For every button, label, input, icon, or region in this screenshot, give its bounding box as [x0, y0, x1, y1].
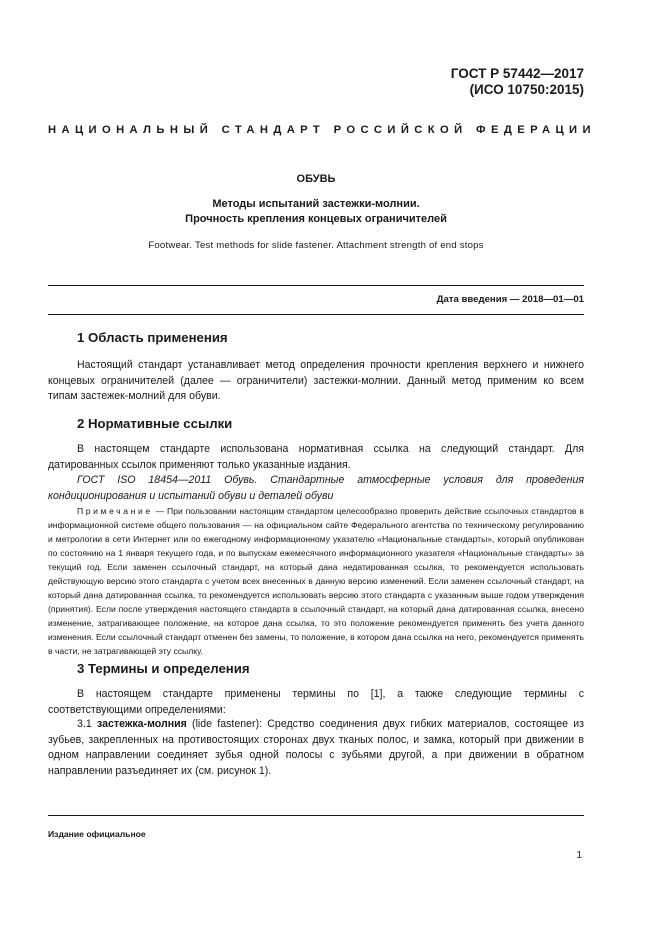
official-edition-label: Издание официальное	[48, 829, 146, 839]
note-block	[48, 504, 584, 658]
subtitle-line-2: Прочность крепления концевых ограничителей	[185, 213, 447, 225]
document-subtitle	[48, 197, 584, 227]
section-2-heading: 2 Нормативные ссылки	[77, 416, 233, 431]
subtitle-line-1: Методы испытаний застежки-молнии.	[212, 198, 420, 210]
term-definition	[48, 717, 584, 779]
term-name: застежка-молния	[96, 718, 187, 730]
divider-bottom	[48, 314, 584, 315]
note-text: — При пользовании настоящим стандартом целесообразно проверить действие ссылочных стандартов в информационной системе общего пользования — на официальном сайте Федерального агентства по техническому регулированию и метрологии в сети Интернет или по ежегодному информационному указателю «Национальные стандарты», который опубликован по состоянию на 1 января текущего года, и по выпускам ежемесячного информационного указателя «Национальные стандарты» за текущий год. Если заменен ссылочный стандарт, на который дана недатированная ссылка, то рекомендуется использовать действующую версию этого стандарта с учетом всех внесенных в данную версию изменений. Если заменен ссылочный стандарт, на который дана датированная ссылка, то рекомендуется использовать версию этого стандарта с указанным выше годом утверждения (принятия). Если после утверждения настоящего стандарта в ссылочный стандарт, на который дана датированная ссылка, внесено изменение, затрагивающее положение, на которое дана ссылка, то это положение рекомендуется применять без учета данного изменения. Если ссылочный стандарт отменен без замены, то положение, в котором дана ссылка на него, рекомендуется применять в части, не затрагивающей эту ссылку.	[48, 506, 584, 656]
iso-code: (ИСО 10750:2015)	[469, 82, 584, 97]
note-label: Примечание	[77, 506, 153, 516]
document-title: ОБУВЬ	[296, 173, 336, 185]
effective-date: Дата введения — 2018—01—01	[436, 294, 584, 305]
national-standard-banner: НАЦИОНАЛЬНЫЙ СТАНДАРТ РОССИЙСКОЙ ФЕДЕРАЦИИ	[48, 124, 596, 136]
section-3-text: В настоящем стандарте применены термины по [1], а также следующие термины с соответствующими определениями:	[48, 688, 584, 716]
divider-top	[48, 285, 584, 286]
page-number: 1	[576, 850, 582, 861]
normative-reference: ГОСТ ISO 18454—2011 Обувь. Стандартные атмосферные условия для проведения кондиционирования и испытаний обуви и деталей обуви	[48, 474, 584, 502]
section-1-heading: 1 Область применения	[77, 330, 228, 345]
term-definition-text: (lide fastener): Средство соединения двух гибких материалов, состоящее из зубьев, закрепленных на противостоящих сторонах двух тканых полос, и замка, который при движении в одном направлении соединяет зубья одной полосы с зубьями другой, а при движении в обратном направлении разъединяет их (см. рисунок 1).	[48, 718, 584, 777]
document-code: ГОСТ Р 57442—2017	[450, 66, 584, 81]
footer-divider	[48, 815, 584, 816]
section-2-text: В настоящем стандарте использована нормативная ссылка на следующий стандарт. Для датированных ссылок применяют только указанные издания.	[48, 443, 584, 471]
english-title: Footwear. Test methods for slide fastener. Attachment strength of end stops	[148, 240, 484, 251]
section-3-heading: 3 Термины и определения	[77, 661, 250, 676]
section-1-text: Настоящий стандарт устанавливает метод определения прочности крепления верхнего и нижнего концевых ограничителей (далее — ограничители) застежки-молнии. Данный метод применим ко всем типам застежек-молний для обуви.	[48, 359, 584, 403]
term-number: 3.1	[77, 718, 92, 730]
